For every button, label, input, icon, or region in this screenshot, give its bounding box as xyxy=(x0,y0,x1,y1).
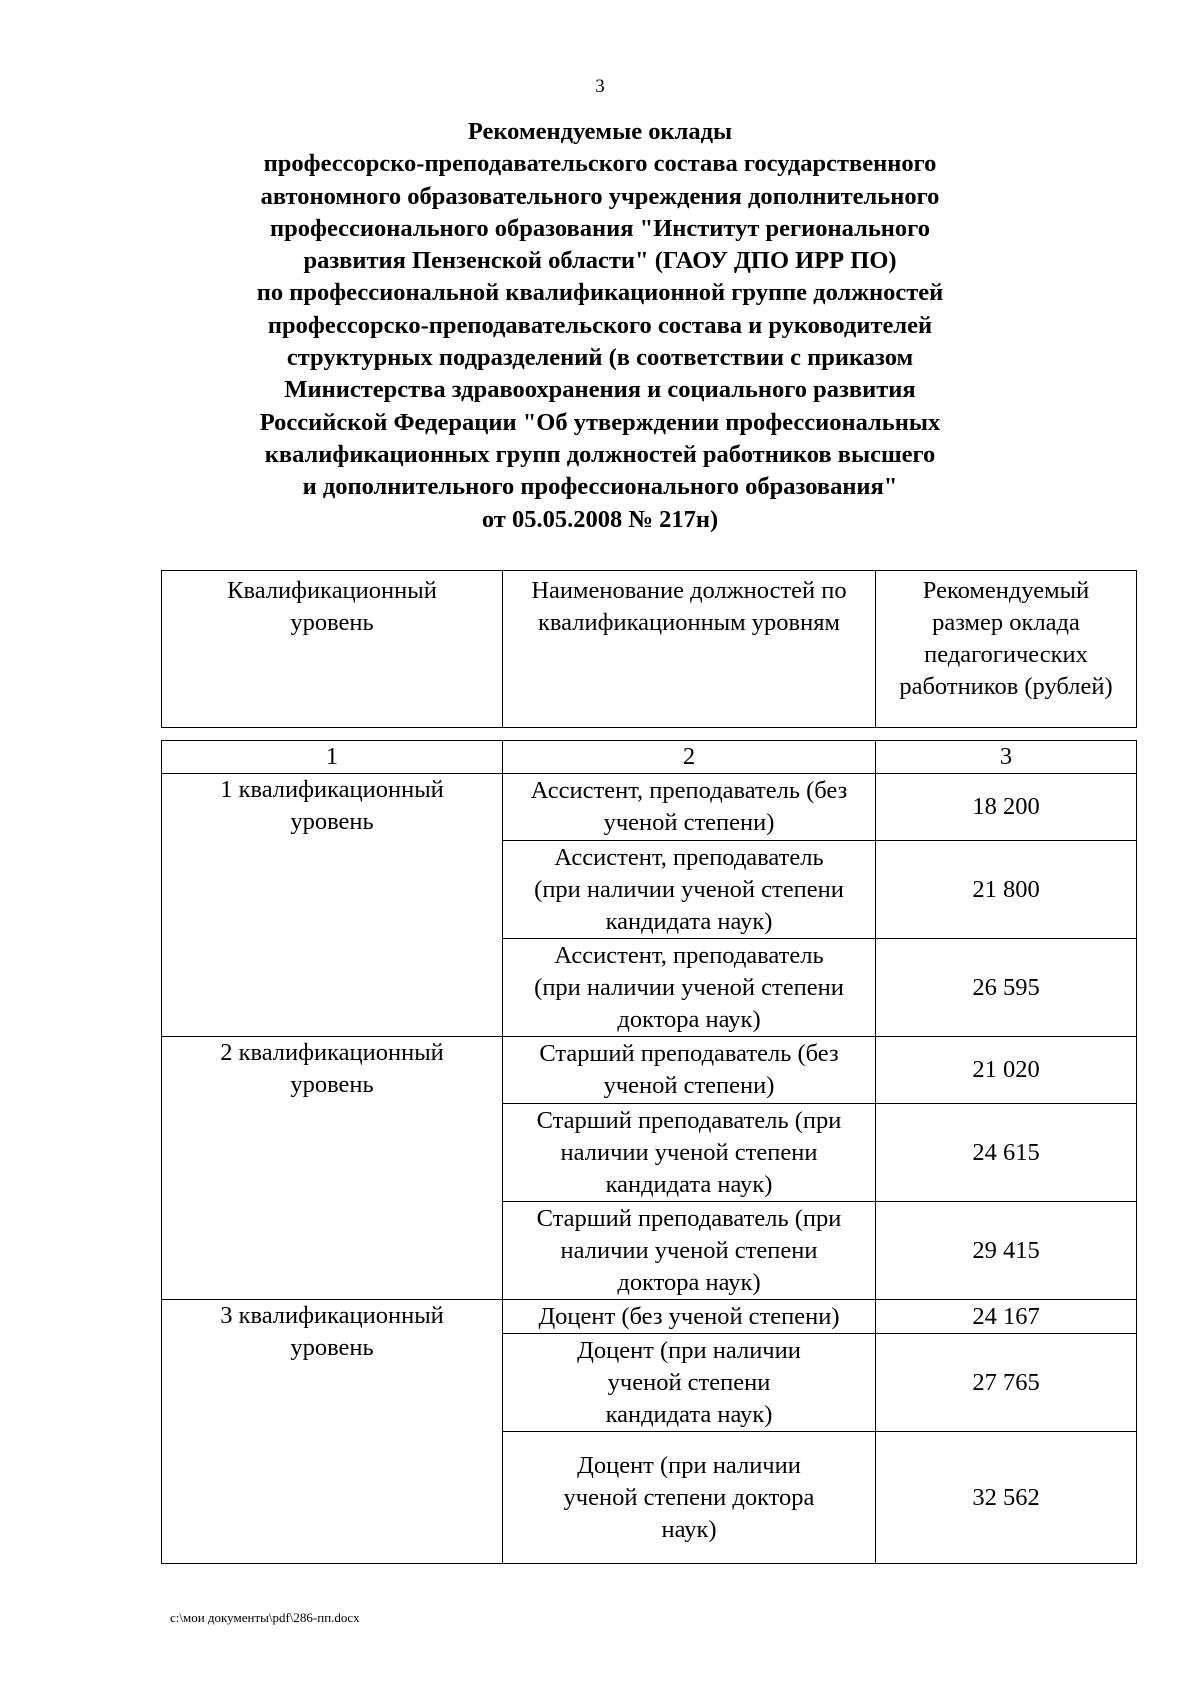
table-row xyxy=(162,774,1137,841)
salary-cell: 24 615 xyxy=(876,1104,1137,1202)
title-line: Рекомендуемые оклады xyxy=(467,118,733,145)
salary-cell: 27 765 xyxy=(876,1334,1137,1432)
title-line: развития Пензенской области" (ГАОУ ДПО ИРР ПО) xyxy=(303,247,897,275)
salary-cell: 29 415 xyxy=(876,1202,1137,1300)
title-line: структурных подразделений (в соответствии с приказом xyxy=(286,344,914,372)
title-line: и дополнительного профессионального образования" xyxy=(302,473,898,501)
table-header-row xyxy=(162,571,1137,728)
title-line: Министерства здравоохранения и социального развития xyxy=(284,376,916,404)
salary-cell: 24 167 xyxy=(876,1300,1137,1334)
level-cell: 3 квалификационный уровень xyxy=(162,1300,503,1564)
column-numbers-row xyxy=(162,741,1137,774)
position-cell: Доцент (при наличии ученой степени кандидата наук) xyxy=(503,1334,876,1432)
salary-cell: 21 020 xyxy=(876,1037,1137,1104)
header-level: Квалификационный уровень xyxy=(162,571,503,728)
title-line: профессионального образования "Институт регионального xyxy=(270,214,930,242)
position-cell: Старший преподаватель (без ученой степени) xyxy=(503,1037,876,1104)
title-line: по профессиональной квалификационной группе должностей xyxy=(256,279,944,307)
document-title xyxy=(160,116,1040,536)
title-line: Российской Федерации "Об утверждении профессиональных xyxy=(259,408,941,436)
table-row xyxy=(162,1037,1137,1104)
level-cell: 1 квалификационный уровень xyxy=(162,774,503,1037)
title-line: квалификационных групп должностей работников высшего xyxy=(264,440,936,468)
column-number: 3 xyxy=(876,741,1137,774)
salary-cell: 18 200 xyxy=(876,774,1137,841)
title-line: профессорско-преподавательского состава и руководителей xyxy=(267,311,933,339)
title-line: профессорско-преподавательского состава государственного xyxy=(263,150,937,178)
salary-cell: 26 595 xyxy=(876,939,1137,1037)
column-number: 2 xyxy=(503,741,876,774)
page-number: 3 xyxy=(595,76,605,97)
position-cell: Доцент (при наличии ученой степени доктора наук) xyxy=(503,1432,876,1564)
title-line: автономного образовательного учреждения дополнительного xyxy=(260,182,940,210)
salary-cell: 21 800 xyxy=(876,841,1137,939)
footer-file-path: c:\мои документы\pdf\286-пп.docx xyxy=(170,1610,360,1625)
level-cell: 2 квалификационный уровень xyxy=(162,1037,503,1300)
position-cell: Ассистент, преподаватель (при наличии ученой степени доктора наук) xyxy=(503,939,876,1037)
salary-table-header xyxy=(161,570,1137,728)
salary-cell: 32 562 xyxy=(876,1432,1137,1564)
header-position: Наименование должностей по квалификационным уровням xyxy=(503,571,876,728)
salary-table xyxy=(161,740,1137,1564)
position-cell: Старший преподаватель (при наличии ученой степени доктора наук) xyxy=(503,1202,876,1300)
column-number: 1 xyxy=(162,741,503,774)
position-cell: Доцент (без ученой степени) xyxy=(503,1300,876,1334)
position-cell: Старший преподаватель (при наличии ученой степени кандидата наук) xyxy=(503,1104,876,1202)
header-salary: Рекомендуемый размер оклада педагогических работников (рублей) xyxy=(876,571,1137,728)
title-line: от 05.05.2008 № 217н) xyxy=(481,505,719,533)
position-cell: Ассистент, преподаватель (при наличии ученой степени кандидата наук) xyxy=(503,841,876,939)
table-row xyxy=(162,1300,1137,1334)
position-cell: Ассистент, преподаватель (без ученой степени) xyxy=(503,774,876,841)
